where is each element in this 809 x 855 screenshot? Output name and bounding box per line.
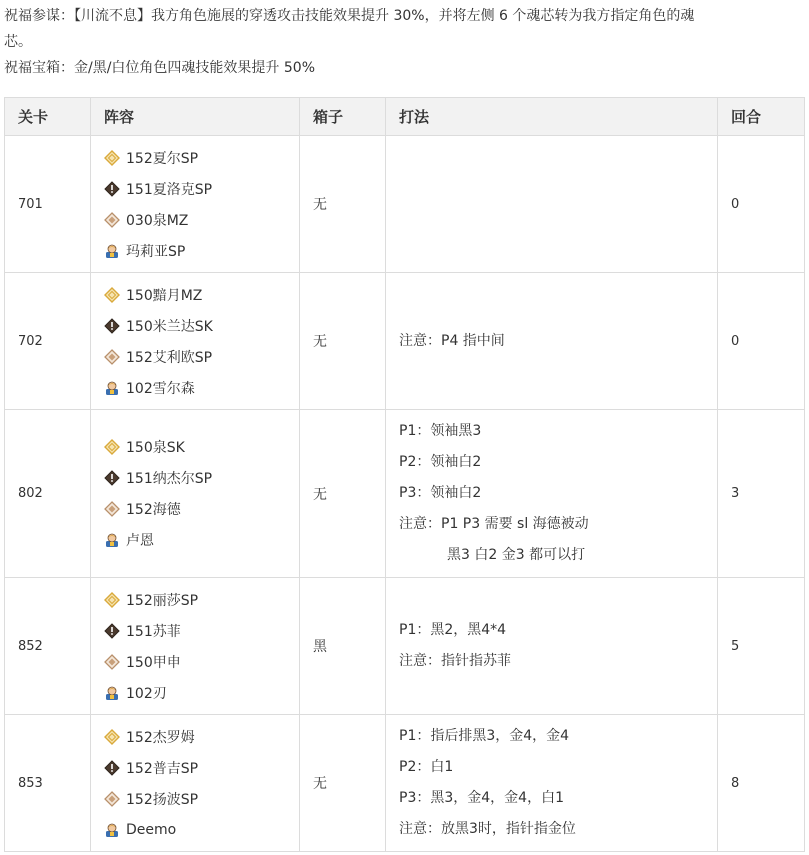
stage-cell: 802	[5, 410, 91, 578]
member-name: 150米兰达SK	[126, 318, 213, 335]
member-name: 152夏尔SP	[126, 150, 199, 167]
member-name: 151夏洛克SP	[126, 181, 213, 198]
character-avatar-icon	[104, 243, 120, 259]
box-cell: 无	[300, 273, 386, 410]
white-diamond-icon	[104, 654, 120, 670]
table-row	[5, 136, 805, 273]
plan-cell	[386, 273, 718, 410]
plan-line: P1：指后排黑3，金4，金4	[399, 728, 570, 744]
member-name: Deemo	[126, 821, 177, 838]
rounds-cell: 3	[718, 410, 805, 578]
character-avatar-icon	[104, 822, 120, 838]
lineup-member	[104, 752, 299, 783]
member-name: 152杰罗姆	[126, 729, 195, 746]
member-name: 152艾利欧SP	[126, 349, 213, 366]
black-diamond-icon	[104, 318, 120, 334]
white-diamond-icon	[104, 349, 120, 365]
stage-cell: 702	[5, 273, 91, 410]
member-name: 152扬波SP	[126, 791, 199, 808]
character-avatar-icon	[104, 532, 120, 548]
rounds-cell: 8	[718, 715, 805, 852]
black-diamond-icon	[104, 181, 120, 197]
member-name: 玛莉亚SP	[126, 243, 186, 260]
character-avatar-icon	[104, 380, 120, 396]
gold-diamond-icon	[104, 729, 120, 745]
character-avatar-icon	[104, 685, 120, 701]
box-cell: 无	[300, 715, 386, 852]
plan-line: P1：黑2，黑4*4	[399, 622, 507, 638]
plan-cell	[386, 715, 718, 852]
lineup-member	[104, 235, 299, 266]
table-row	[5, 715, 805, 852]
plan-line: P1：领袖黑3	[399, 423, 482, 439]
stage-cell: 853	[5, 715, 91, 852]
lineup-member	[104, 494, 299, 525]
lineup-member	[104, 341, 299, 372]
black-diamond-icon	[104, 470, 120, 486]
lineup-member	[104, 525, 299, 556]
blessing-staff-line: 祝福参谋：【川流不息】我方角色施展的穿透攻击技能效果提升 30%，并将左侧 6 个魂芯转为我方指定角色的魂	[4, 8, 695, 24]
lineup-member	[104, 463, 299, 494]
white-diamond-icon	[104, 791, 120, 807]
table-row	[5, 410, 805, 578]
member-name: 102雪尔森	[126, 380, 195, 397]
header-lineup: 阵容	[91, 98, 300, 136]
plan-line: P3：领袖白2	[399, 485, 482, 501]
plan-line: 黑3 白2 金3 都可以打	[447, 547, 586, 563]
header-plan: 打法	[386, 98, 718, 136]
lineup-member	[104, 814, 299, 845]
member-name: 151苏菲	[126, 623, 181, 640]
lineup-cell	[91, 136, 300, 273]
table-row	[5, 578, 805, 715]
member-name: 030泉MZ	[126, 212, 189, 229]
plan-cell	[386, 136, 718, 273]
member-name: 卢恩	[126, 533, 154, 549]
plan-line: 注意：指针指苏菲	[399, 653, 511, 669]
rounds-cell: 0	[718, 273, 805, 410]
header-box: 箱子	[300, 98, 386, 136]
plan-line: 注意：P1 P3 需要 sl 海德被动	[399, 516, 589, 532]
lineup-member	[104, 646, 299, 677]
lineup-member	[104, 584, 299, 615]
box-cell: 无	[300, 136, 386, 273]
member-name: 150泉SK	[126, 440, 185, 456]
white-diamond-icon	[104, 501, 120, 517]
lineup-cell	[91, 410, 300, 578]
rounds-cell: 5	[718, 578, 805, 715]
header-rounds: 回合	[718, 98, 805, 136]
white-diamond-icon	[104, 212, 120, 228]
lineup-member	[104, 721, 299, 752]
blessing-staff-line-continued: 芯。	[4, 34, 32, 50]
gold-diamond-icon	[104, 592, 120, 608]
member-name: 151纳杰尔SP	[126, 471, 213, 487]
lineup-cell	[91, 578, 300, 715]
box-cell: 无	[300, 410, 386, 578]
gold-diamond-icon	[104, 150, 120, 166]
lineup-member	[104, 615, 299, 646]
stage-cell: 852	[5, 578, 91, 715]
black-diamond-icon	[104, 623, 120, 639]
lineup-member	[104, 142, 299, 173]
member-name: 152海德	[126, 502, 181, 518]
gold-diamond-icon	[104, 287, 120, 303]
intro-text	[4, 0, 804, 81]
blessing-chest-line: 祝福宝箱：金/黑/白位角色四魂技能效果提升 50%	[4, 60, 315, 76]
plan-line: P2：白1	[399, 759, 454, 775]
lineup-member	[104, 372, 299, 403]
lineup-member	[104, 432, 299, 463]
plan-line: P2：领袖白2	[399, 454, 482, 470]
plan-cell	[386, 578, 718, 715]
lineup-cell	[91, 715, 300, 852]
black-diamond-icon	[104, 760, 120, 776]
table-header-row	[5, 98, 805, 136]
member-name: 152普吉SP	[126, 760, 199, 777]
lineup-member	[104, 279, 299, 310]
lineup-cell	[91, 273, 300, 410]
rounds-cell: 0	[718, 136, 805, 273]
plan-line: 注意：P4 指中间	[399, 332, 505, 349]
plan-line: P3：黑3，金4，金4，白1	[399, 790, 564, 806]
plan-cell	[386, 410, 718, 578]
plan-line: 注意：放黑3时，指针指金位	[399, 821, 576, 837]
lineup-member	[104, 677, 299, 708]
gold-diamond-icon	[104, 439, 120, 455]
table-row	[5, 273, 805, 410]
lineup-member	[104, 204, 299, 235]
header-stage: 关卡	[5, 98, 91, 136]
stage-cell: 701	[5, 136, 91, 273]
member-name: 150黯月MZ	[126, 287, 203, 304]
stage-table	[4, 97, 805, 852]
member-name: 152丽莎SP	[126, 592, 199, 609]
lineup-member	[104, 310, 299, 341]
lineup-member	[104, 173, 299, 204]
member-name: 150甲申	[126, 654, 181, 671]
member-name: 102刃	[126, 685, 167, 702]
box-cell: 黑	[300, 578, 386, 715]
lineup-member	[104, 783, 299, 814]
